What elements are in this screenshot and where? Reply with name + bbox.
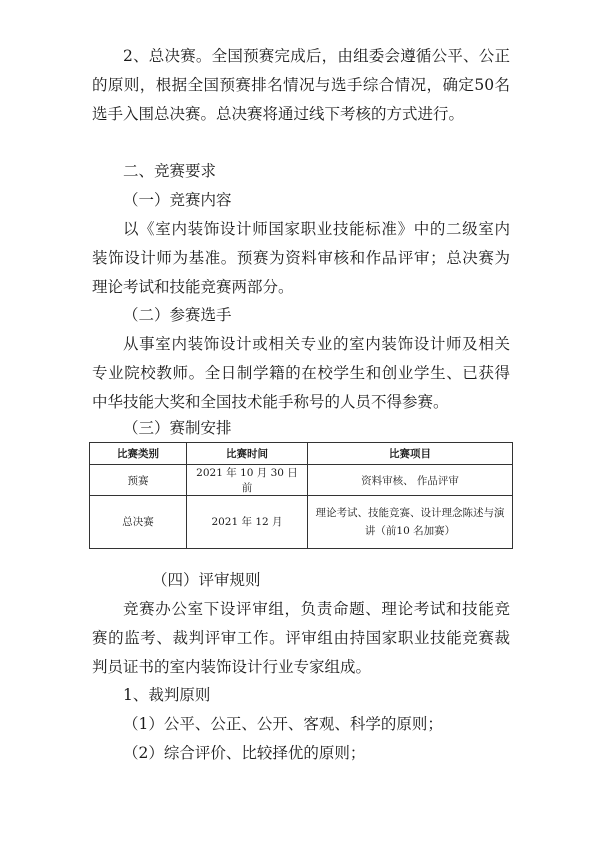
- table-header-cell: 比赛项目: [308, 443, 513, 465]
- table-cell: 2021 年 10 月 30 日前: [187, 465, 308, 496]
- table-cell: 资料审核、 作品评审: [308, 465, 513, 496]
- paragraph-final-round: 2、总决赛。全国预赛完成后，由组委会遵循公平、公正的原则，根据全国预赛排名情况与选手综合情况，确定50名选手入围总决赛。总决赛将通过线下考核的方式进行。: [92, 47, 510, 123]
- table-cell: 预赛: [90, 465, 187, 496]
- heading-competition-content: （一）竞赛内容: [123, 191, 232, 209]
- table-header-row: [90, 443, 513, 465]
- heading-judging-principles: 1、裁判原则: [123, 686, 211, 704]
- paragraph-judging-rules: 竞赛办公室下设评审组，负责命题、理论考试和技能竞赛的监考、裁判评审工作。评审组由持国家职业技能竞赛裁判员证书的室内装饰设计行业专家组成。: [92, 600, 510, 676]
- heading-competition-requirements: 二、竞赛要求: [123, 162, 217, 180]
- table-cell: 2021 年 12 月: [187, 496, 308, 549]
- table-cell: 总决赛: [90, 496, 187, 549]
- table-header-cell: 比赛类别: [90, 443, 187, 465]
- table-row: [90, 465, 513, 496]
- schedule-table: [89, 442, 513, 549]
- list-item-principle-1: （1）公平、公正、公开、客观、科学的原则；: [123, 715, 443, 733]
- list-item-principle-2: （2）综合评价、比较择优的原则；: [123, 744, 366, 762]
- table-header-cell: 比赛时间: [187, 443, 308, 465]
- heading-participants: （二）参赛选手: [123, 306, 232, 324]
- paragraph-participants: 从事室内装饰设计或相关专业的室内装饰设计师及相关专业院校教师。全日制学籍的在校学生和创业学生、已获得中华技能大奖和全国技术能手称号的人员不得参赛。: [92, 335, 510, 411]
- paragraph-competition-content: 以《室内装饰设计师国家职业技能标准》中的二级室内装饰设计师为基准。预赛为资料审核和作品评审；总决赛为理论考试和技能竞赛两部分。: [92, 220, 510, 296]
- heading-schedule: （三）赛制安排: [123, 419, 232, 437]
- table-cell: 理论考试、技能竞赛、设计理念陈述与演讲（前10 名加赛）: [308, 496, 513, 549]
- heading-judging-rules: （四）评审规则: [152, 571, 261, 589]
- table-row: [90, 496, 513, 549]
